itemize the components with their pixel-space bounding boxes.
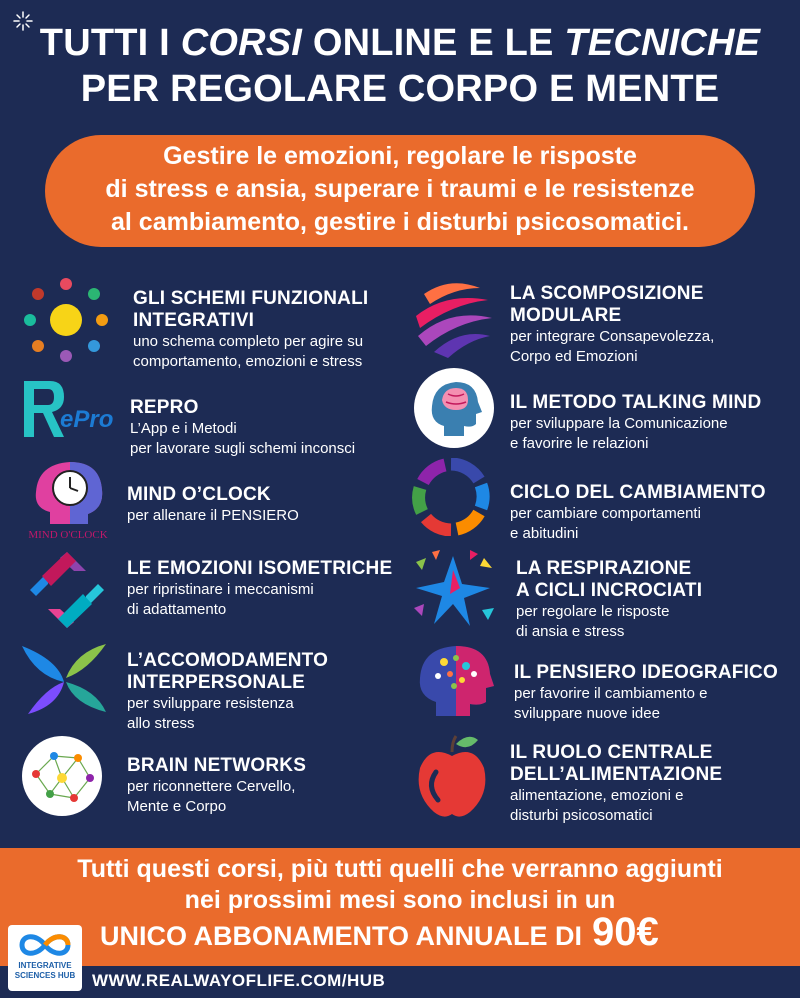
mind-oclock-logo-text: MIND O'CLOCK [28,529,108,540]
url-bar [0,966,800,998]
diamond-arrows-icon [20,550,114,630]
subscription-text: Tutti questi corsi, più tutti quelli che verranno aggiunti nei prossimi mesi sono inclusi in un [77,855,723,914]
website-link[interactable]: WWW.REALWAYOFLIFE.COM/HUB [92,971,386,990]
intro-banner [45,135,755,247]
banner-line-1: Gestire le emozioni, regolare le risposte [163,142,637,170]
banner-line-3: al cambiamento, gestire i disturbi psicosomatici. [111,208,689,236]
course-scomposizione-modulare[interactable]: LA SCOMPOSIZIONE MODULARE per integrare Consapevolezza, Corpo ed Emozioni [510,283,715,365]
integrative-sciences-hub-logo: INTEGRATIVE SCIENCES HUB [8,925,82,991]
sphere-swirl-icon [410,274,496,360]
title-line-2: PER REGOLARE CORPO E MENTE [80,68,720,110]
course-accomodamento-interpersonale[interactable]: L’ACCOMODAMENTO INTERPERSONALE per sviluppare resistenza allo stress [127,650,329,732]
course-ciclo-cambiamento[interactable]: CICLO DEL CAMBIAMENTO per cambiare comportamenti e abitudini [510,482,766,542]
head-clock-icon [20,456,116,540]
course-brain-networks[interactable]: BRAIN NETWORKS per riconnettere Cervello, Mente e Corpo [127,755,307,815]
course-schemi-funzionali[interactable]: GLI SCHEMI FUNZIONALI INTEGRATIVI uno schema completo per agire su comportamento, emozioni e stress [133,288,369,370]
page-title [0,20,800,112]
leaf-x-icon [18,640,112,718]
price: 90€ [592,910,659,954]
course-respirazione-cicli-incrociati[interactable]: LA RESPIRAZIONE A CICLI INCROCIATI per regolare le risposte di ansia e stress [516,558,703,640]
course-pensiero-ideografico[interactable]: IL PENSIERO IDEOGRAFICO per favorire il cambiamento e sviluppare nuove idee [514,662,778,722]
course-emozioni-isometriche[interactable]: LE EMOZIONI ISOMETRICHE per ripristinare i meccanismi di adattamento [127,558,393,618]
head-brain-icon [412,366,496,450]
ring-segments-icon [412,458,490,536]
subscription-price-line: UNICO ABBONAMENTO ANNUALE DI 90€ [100,910,659,954]
network-icon [20,734,104,818]
repro-logo-icon [20,375,116,447]
title-line-1: TUTTI I CORSI ONLINE E LE TECNICHE [39,22,761,64]
infinity-icon [16,931,74,959]
dots-circle-icon [18,272,118,368]
star-triangles-icon [410,548,496,630]
repro-logo-text: ePro [60,406,114,433]
course-ruolo-alimentazione[interactable]: IL RUOLO CENTRALE DELL’ALIMENTAZIONE alimentazione, emozioni e disturbi psicosomatici [510,742,723,824]
course-talking-mind[interactable]: IL METODO TALKING MIND per sviluppare la Comunicazione e favorire le relazioni [510,392,762,452]
apple-icon [412,732,492,822]
head-colorful-icon [410,640,496,718]
banner-line-2: di stress e ansia, superare i traumi e le resistenze [105,175,695,203]
course-repro[interactable]: REPRO L’App e i Metodi per lavorare sugli schemi inconsci [130,397,356,457]
course-mind-oclock[interactable]: MIND O’CLOCK per allenare il PENSIERO [127,484,299,524]
